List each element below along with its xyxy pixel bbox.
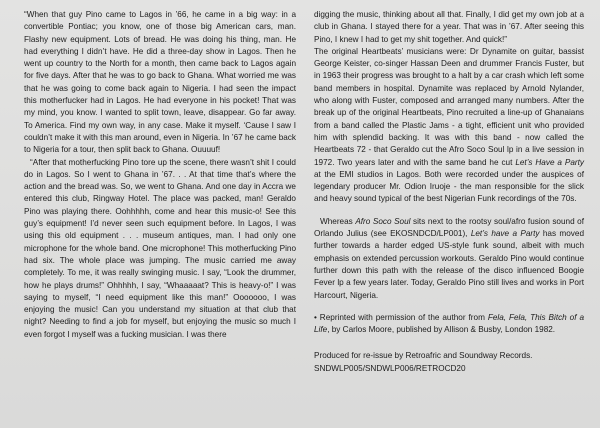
heartbeats-text-b: at the EMI studios in Lagos. Both were recorded under the auspices of legendary producer Mr. Odion Iruoje - the man responsible for the slick and heavy sound typical of the best Nigerian Funk recordings of the 70s. <box>314 169 584 204</box>
album-title-lets-have-a-party-2: Let’s have a Party <box>470 229 540 239</box>
heartbeats-paragraph <box>314 46 584 206</box>
left-column <box>24 9 296 341</box>
catalog-numbers: SNDWLP005/SNDWLP006/RETROCD20 <box>314 363 466 373</box>
quote-continuation: digging the music, thinking about all that. Finally, I did get my own job at a club in Ghana. I stayed there for a year. That was in ’67. After seeing this Pino, I knew I had to get my shit together. And quick!” <box>314 10 584 44</box>
quote-paragraph-1: “When that guy Pino came to Lagos in ’66, he came in a big way: in a convertible Pontiac; you know, one of those big American cars, man. Flashy new equipment. Lots of bread. He was doing his thing, man. He had everything I didn’t have. He did a three-day show in Lagos. Then he went up country to the North for a month, then came back to Lagos again for five days. After that he was to go back to Ghana. What worried me was that he was going to come back again to Nigeria. I had seen the impact this motherfucker had in Lagos. He had everyone in his pocket! That was my mind, you know. I wanted to split town, leave, disappear. Go far away. To America. Find my own way, in any case. Make it myself. ‘Cause I saw I couldn’t make it with this man around, even in Nigeria. In ’67 he came back to Nigeria for a tour, then split back to Ghana. Ouuuuf! <box>24 10 296 155</box>
whereas-paragraph <box>314 216 584 302</box>
album-title-lets-have-a-party: Let’s Have a Party <box>515 157 584 167</box>
quote-paragraph-2: “After that motherfucking Pino tore up the scene, there wasn’t shit I could do in Lagos. So I went to Ghana in ’67. . . At that time that’s where the action and the bread was. So, we went to Ghana. And one day in Accra we entered this club, Ringway Hotel. The place was packed, man! Geraldo Pino was playing there. Oohhhhh, come and hear this music-o! See this guy’s equipment! I’d never seen such equipment before. In Lagos, I was using this old equipment . . . museum antiques, man. I had only one microphone for the whole band. One microphone! This motherfucking Pino had six. The whole place was jumping. The music carried me away completely. To me, it was really swinging music. I say, “Look the drummer, how he plays drums!” Ohhhhh, I say, “Whaaaaat? This is heavy-o!” I was saying to myself, “I need equipment like this man!” Ooooooo, I was enjoying the music! Can you understand my situation at that club that night? Needing to find a job for myself, but enjoying the music so much I even forgot I myself was a fucking musician. I was there <box>24 157 296 339</box>
footnote <box>314 312 584 337</box>
right-column <box>314 9 584 375</box>
footnote-book-title: Fela, Fela, This Bitch of a Life <box>314 312 584 335</box>
whereas-lead: Whereas <box>320 216 356 226</box>
footnote-tail: , by Carlos Moore, published by Allison & Busby, London 1982. <box>327 325 556 335</box>
whereas-text-a: sits next to the rootsy soul/afro fusion sound of Orlando Julius (see EKOSNDCD/LP001), <box>314 216 584 239</box>
footnote-lead: • Reprinted with permission of the author from <box>314 312 488 322</box>
credits-line-1: Produced for re-issue by Retroafric and Soundway Records. <box>314 351 533 361</box>
heartbeats-text-a: The original Heartbeats’ musicians were: Dr Dynamite on guitar, bassist George Keister, co-singer Hassan Deen and drummer Francis Fuster, but in 1963 their progress was brought to a halt by a car crash which left some band members in hospital. Dynamite was replaced by Arnold Nylander, who along with Fuster, composed and arranged many numbers. After the break up of the original Heartbeats, Pino recruited a line-up of Ghanaians from a band called the Plastic Jams - a tight, efficient unit who provided him with splendid backing. It was with this band - now called the Heartbeats 72 - that Geraldo cut the Afro Soco Soul lp in a live session in 1972. Two years later and with the same band he cut <box>314 46 584 167</box>
album-title-afro-soco-soul: Afro Soco Soul <box>355 216 411 226</box>
whereas-text-b: has moved further towards a harder edged US-style funk sound, albeit with much emphasis on extended percussion workouts. Geraldo Pino would continue further down this path with the release of the disco influenced Boogie Fever lp a few years later. Today, Geraldo Pino still lives and works in Port Harcourt, Nigeria. <box>314 229 584 300</box>
